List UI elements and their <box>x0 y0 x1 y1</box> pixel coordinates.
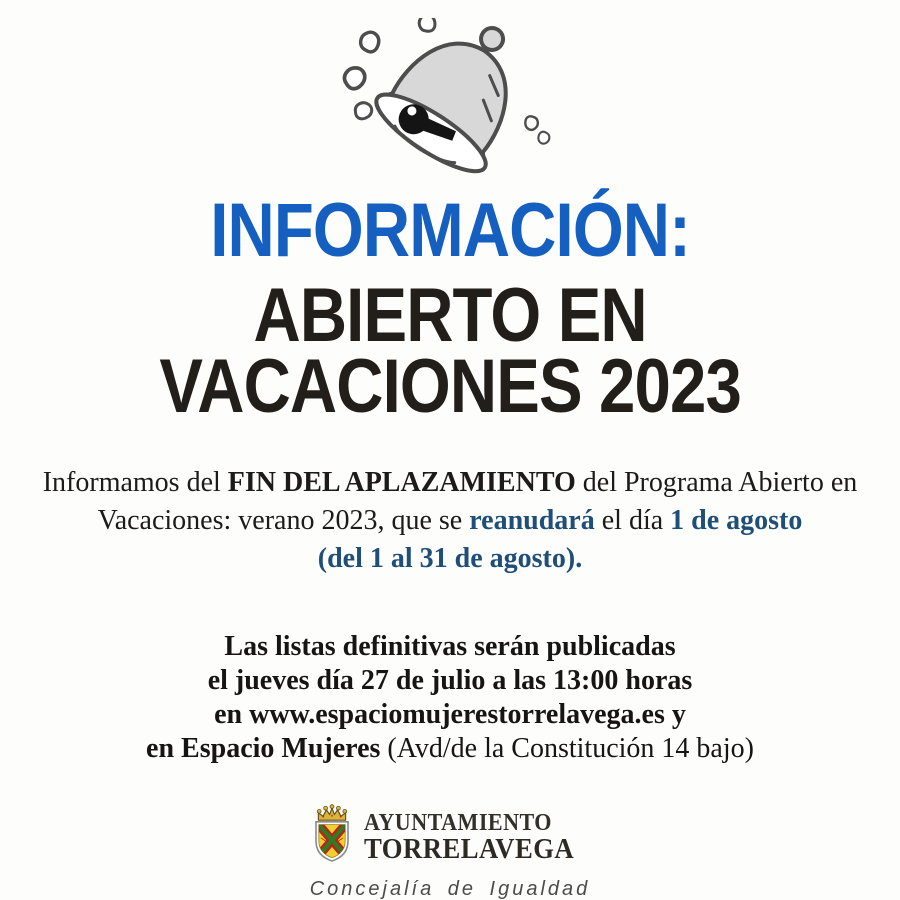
text-line <box>43 540 858 578</box>
headline <box>112 188 788 429</box>
logo-row <box>308 802 592 872</box>
announcement-paragraph <box>43 464 858 578</box>
text-segment: en www.espaciomujerestorrelavega.es y <box>214 699 686 730</box>
logo-department: Concejalía de Igualdad <box>309 878 591 900</box>
text-line <box>146 732 754 766</box>
logo-text <box>364 811 592 864</box>
text-segment: el día <box>594 505 671 536</box>
text-segment: (del 1 al 31 de agosto). <box>317 543 583 574</box>
text-segment: 1 de agosto <box>670 505 803 536</box>
headline-vacaciones-2023: VACACIONES 2023 <box>159 344 741 429</box>
logo-block <box>308 802 592 900</box>
details-paragraph <box>146 630 754 766</box>
text-segment: el jueves día 27 de julio a las 13:00 horas <box>207 665 693 696</box>
text-segment: reanudará <box>469 505 595 536</box>
text-line <box>146 630 754 664</box>
text-line <box>146 664 754 698</box>
text-segment: Las listas definitivas serán publicadas <box>224 631 676 662</box>
text-segment: Informamos del <box>42 467 228 498</box>
text-segment: (Avd/de la Constitución 14 bajo) <box>387 733 754 764</box>
text-line <box>43 502 858 540</box>
text-segment: del Programa Abierto en <box>575 467 858 498</box>
text-segment: Vacaciones: verano 2023, que se <box>97 505 470 536</box>
logo-org-line2: TORRELAVEGA <box>363 832 574 865</box>
headline-informacion: INFORMACIÓN: <box>210 188 690 273</box>
text-segment: en Espacio Mujeres <box>146 733 388 764</box>
text-line <box>43 464 858 502</box>
text-line <box>146 698 754 732</box>
torrelavega-coat-of-arms-icon <box>308 802 356 872</box>
bell-illustration <box>325 18 575 176</box>
text-segment: FIN DEL APLAZAMIENTO <box>227 467 576 498</box>
logo-org-line1: AYUNTAMIENTO <box>363 809 552 836</box>
ringing-bell-icon <box>325 18 575 176</box>
headline-abierto-en: ABIERTO EN <box>253 273 647 358</box>
